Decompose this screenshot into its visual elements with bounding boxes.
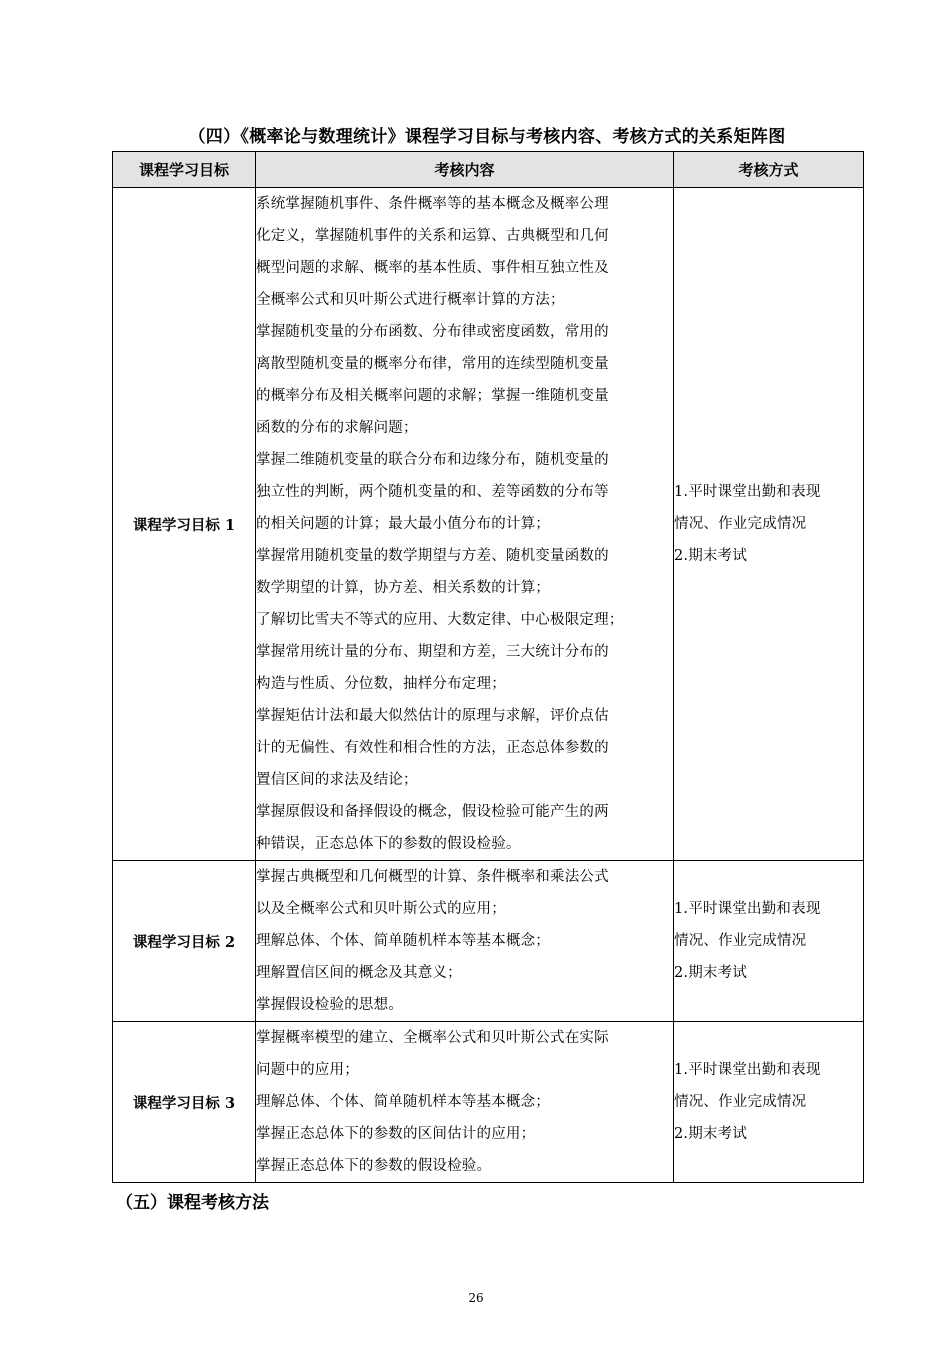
method-cell [674, 188, 864, 861]
content-line: 的相关问题的计算；最大最小值分布的计算； [256, 516, 550, 532]
content-line: 独立性的判断，两个随机变量的和、差等函数的分布等 [256, 484, 609, 500]
content-line: 种错误，正态总体下的参数的假设检验。 [256, 836, 521, 852]
method-line: 2.期末考试 [674, 965, 748, 981]
method-line: 情况、作业完成情况 [674, 1094, 807, 1110]
table-header-row [113, 152, 864, 188]
content-line: 掌握矩估计法和最大似然估计的原理与求解，评价点估 [256, 708, 609, 724]
content-line: 数学期望的计算，协方差、相关系数的计算； [256, 580, 550, 596]
goal-cell: 课程学习目标 3 [113, 1022, 256, 1183]
section-heading: （五）课程考核方法 [116, 1193, 269, 1213]
table-row [113, 188, 864, 861]
content-line: 掌握正态总体下的参数的区间估计的应用； [256, 1126, 536, 1142]
method-line: 1.平时课堂出勤和表现 [674, 1062, 821, 1078]
content-line: 了解切比雪夫不等式的应用、大数定律、中心极限定理； [256, 612, 624, 628]
content-line: 掌握二维随机变量的联合分布和边缘分布，随机变量的 [256, 452, 609, 468]
content-line: 理解总体、个体、简单随机样本等基本概念； [256, 1094, 550, 1110]
method-cell [674, 1022, 864, 1183]
content-cell [256, 188, 674, 861]
header-content: 考核内容 [256, 152, 674, 188]
content-line: 掌握古典概型和几何概型的计算、条件概率和乘法公式 [256, 869, 609, 885]
content-line: 构造与性质、分位数，抽样分布定理； [256, 676, 506, 692]
content-line: 掌握随机变量的分布函数、分布律或密度函数，常用的 [256, 324, 609, 340]
content-line: 离散型随机变量的概率分布律，常用的连续型随机变量 [256, 356, 609, 372]
method-line: 情况、作业完成情况 [674, 516, 807, 532]
content-line: 的概率分布及相关概率问题的求解；掌握一维随机变量 [256, 388, 609, 404]
method-line: 2.期末考试 [674, 548, 748, 564]
content-line: 掌握原假设和备择假设的概念，假设检验可能产生的两 [256, 804, 609, 820]
content-line: 函数的分布的求解问题； [256, 420, 418, 436]
content-line: 掌握概率模型的建立、全概率公式和贝叶斯公式在实际 [256, 1030, 609, 1046]
content-line: 全概率公式和贝叶斯公式进行概率计算的方法； [256, 292, 565, 308]
goal-cell: 课程学习目标 2 [113, 861, 256, 1022]
method-line: 2.期末考试 [674, 1126, 748, 1142]
content-line: 问题中的应用； [256, 1062, 359, 1078]
content-line: 计的无偏性、有效性和相合性的方法，正态总体参数的 [256, 740, 609, 756]
relationship-matrix-table [112, 151, 864, 1183]
content-line: 理解置信区间的概念及其意义； [256, 965, 462, 981]
header-goal: 课程学习目标 [113, 152, 256, 188]
content-line: 掌握常用统计量的分布、期望和方差，三大统计分布的 [256, 644, 609, 660]
header-method: 考核方式 [674, 152, 864, 188]
content-line: 掌握常用随机变量的数学期望与方差、随机变量函数的 [256, 548, 609, 564]
content-line: 置信区间的求法及结论； [256, 772, 418, 788]
content-line: 掌握正态总体下的参数的假设检验。 [256, 1158, 492, 1174]
page-number: 26 [468, 1291, 484, 1305]
content-line: 化定义，掌握随机事件的关系和运算、古典概型和几何 [256, 228, 609, 244]
content-cell [256, 1022, 674, 1183]
content-line: 理解总体、个体、简单随机样本等基本概念； [256, 933, 550, 949]
table-row [113, 861, 864, 1022]
table-row [113, 1022, 864, 1183]
matrix-title: （四）《概率论与数理统计》课程学习目标与考核内容、考核方式的关系矩阵图 [188, 127, 786, 147]
content-line: 掌握假设检验的思想。 [256, 997, 403, 1013]
content-line: 以及全概率公式和贝叶斯公式的应用； [256, 901, 506, 917]
method-line: 情况、作业完成情况 [674, 933, 807, 949]
method-cell [674, 861, 864, 1022]
method-line: 1.平时课堂出勤和表现 [674, 484, 821, 500]
goal-cell: 课程学习目标 1 [113, 188, 256, 861]
method-line: 1.平时课堂出勤和表现 [674, 901, 821, 917]
content-cell [256, 861, 674, 1022]
content-line: 系统掌握随机事件、条件概率等的基本概念及概率公理 [256, 196, 609, 212]
content-line: 概型问题的求解、概率的基本性质、事件相互独立性及 [256, 260, 609, 276]
